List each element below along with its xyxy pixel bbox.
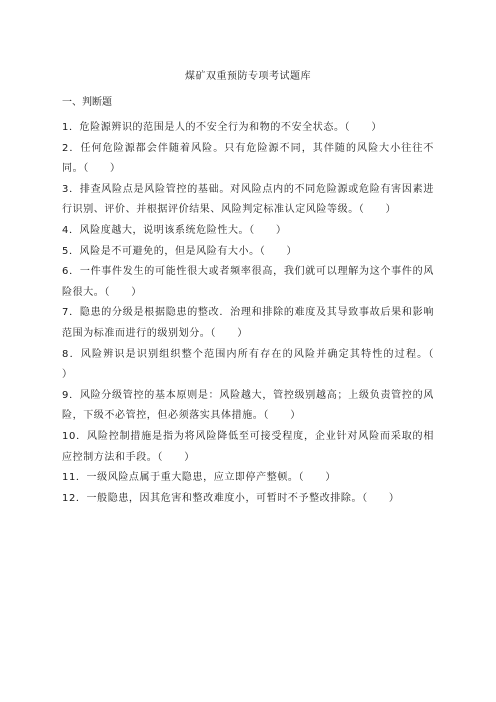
document-title: 煤矿双重预防专项考试题库: [185, 71, 311, 82]
question-item: 7．隐患的分级是根据隐患的整改．治理和排除的难度及其导致事故后果和影响范围为标准而进行的级别划分。（ ）: [62, 307, 434, 339]
question-item: 12．一般隐患，因其危害和整改难度小，可暂时不予整改排除。（ ）: [62, 492, 400, 504]
question-item: 3．排查风险点是风险管控的基础。对风险点内的不同危险源或危险有害因素进行识别、评价、并根据评价结果、风险判定标准认定风险等级。（ ）: [62, 183, 434, 216]
question-list: [62, 118, 456, 509]
question-item: 1．危险源辨识的范围是人的不安全行为和物的不安全状态。（ ）: [62, 122, 382, 133]
question-item: 2．任何危险源都会伴随着风险。只有危险源不同，其伴随的风险大小往往不同。（ ）: [62, 142, 434, 175]
question-item: 4．风险度越大，说明该系统危险性大。（ ）: [62, 224, 287, 236]
question-item: 10．风险控制措施是指为将风险降低至可接受程度，企业针对风险而采取的相应控制方法和手段。（ ）: [62, 430, 434, 463]
question-item: 9．风险分级管控的基本原则是：风险越大，管控级别越高；上级负责管控的风险，下级不必管控，但必须落实具体措施。（ ）: [62, 389, 434, 422]
question-item: 5．风险是不可避免的，但是风险有大小。（ ）: [62, 245, 298, 257]
question-item: 6．一件事件发生的可能性很大或者频率很高，我们就可以理解为这个事件的风险很大。（ ）: [62, 266, 434, 298]
question-item: 11．一级风险点属于重大隐患，应立即停产整顿。（ ）: [62, 472, 336, 484]
question-item: 8．风险辨识是识别组织整个范围内所有存在的风险并确定其特性的过程。（ ）: [62, 348, 456, 381]
section-heading: 一、判断题: [62, 97, 112, 108]
